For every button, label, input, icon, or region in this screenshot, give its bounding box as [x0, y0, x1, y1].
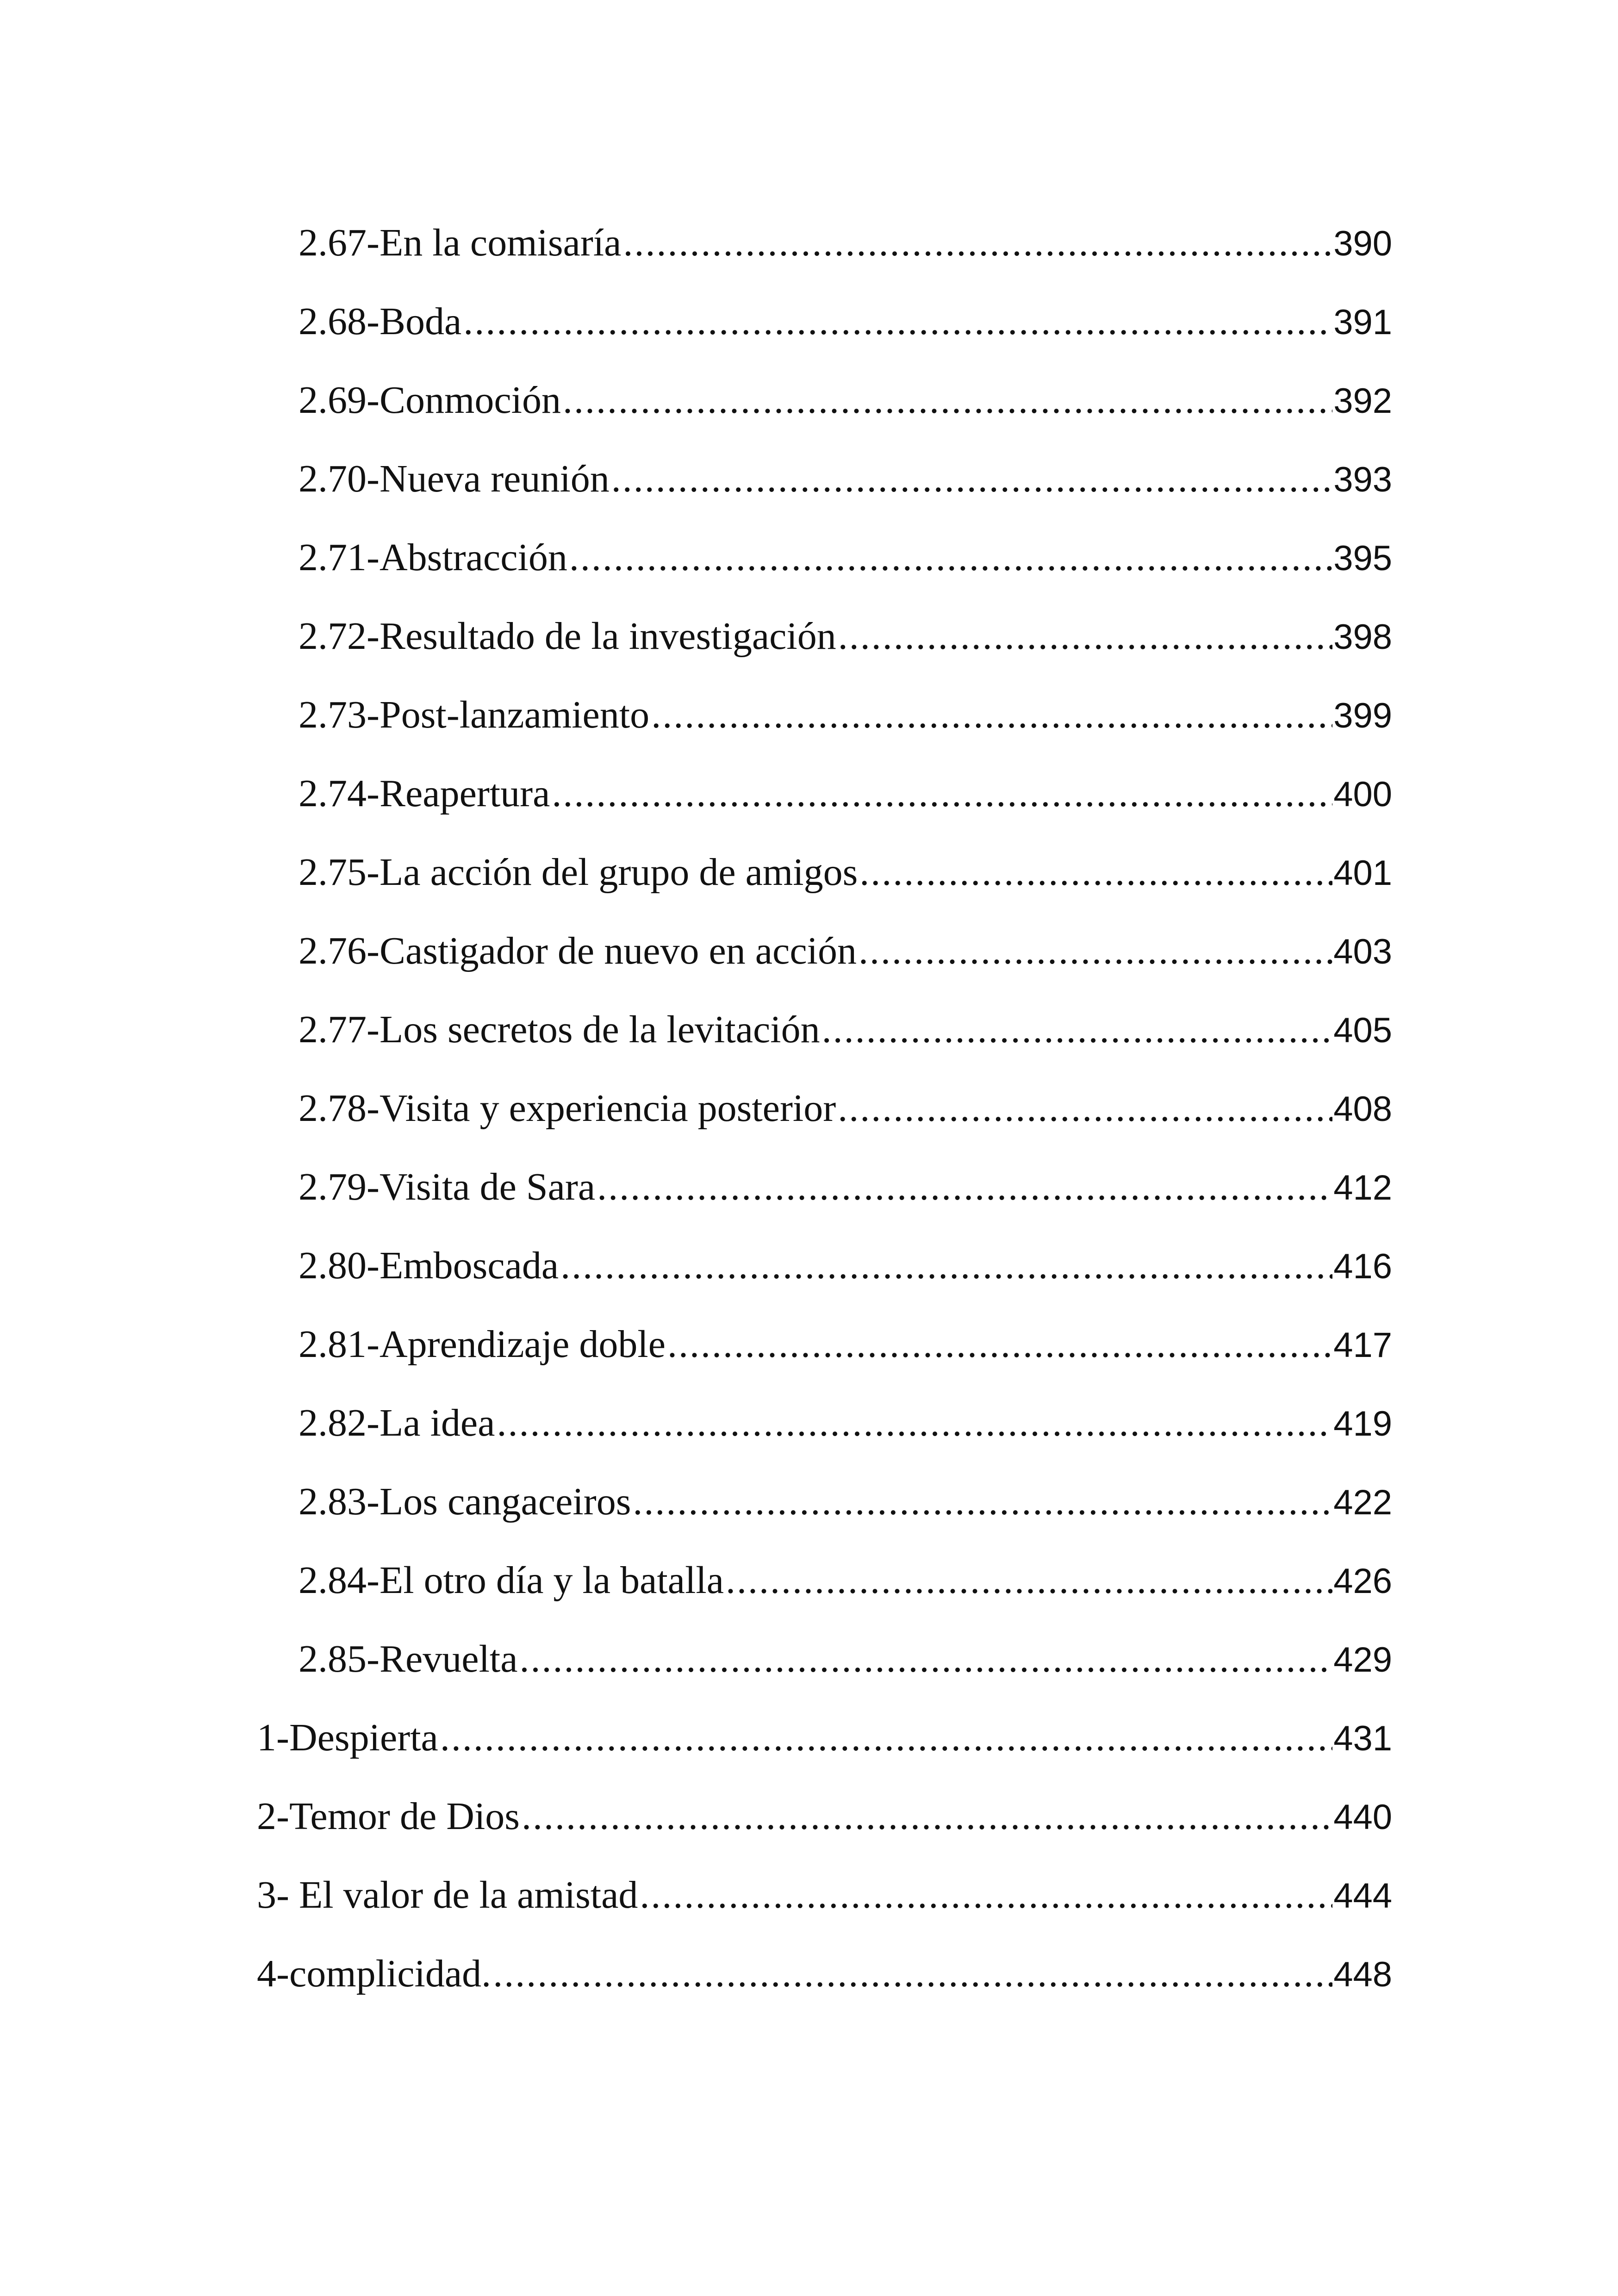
entry-title: 4-complicidad. — [257, 1952, 492, 1995]
entry-title: 2.72-Resultado de la investigación — [299, 615, 836, 658]
dot-leader — [633, 1472, 1332, 1532]
page-number: 422 — [1333, 1483, 1392, 1522]
entry-title: 2.75-La acción del grupo de amigos — [299, 851, 858, 894]
dot-leader — [569, 528, 1332, 588]
toc-entry[interactable] — [299, 292, 1392, 352]
toc-entry[interactable] — [299, 1550, 1392, 1611]
page-number: 416 — [1333, 1247, 1392, 1286]
entry-title: 2.73-Post-lanzamiento — [299, 693, 650, 736]
toc-entry[interactable] — [299, 1236, 1392, 1296]
entry-title: 2.74-Reapertura — [299, 772, 550, 815]
entry-title: 2.69-Conmoción — [299, 379, 561, 422]
entry-title: 2.79-Visita de Sara — [299, 1165, 596, 1208]
dot-leader — [440, 1708, 1332, 1768]
entry-title: 2.80-Emboscada — [299, 1244, 559, 1287]
page-number: 395 — [1333, 539, 1392, 578]
toc-entry[interactable] — [299, 685, 1392, 745]
dot-leader — [651, 685, 1332, 745]
toc-entry[interactable] — [299, 764, 1392, 824]
page-number: 408 — [1333, 1089, 1392, 1129]
entry-title: 2.82-La idea — [299, 1401, 495, 1444]
dot-leader — [560, 1236, 1332, 1296]
page-number: 400 — [1333, 775, 1392, 814]
entry-title: 2.84-El otro día y la batalla — [299, 1559, 724, 1602]
page-number: 391 — [1333, 303, 1392, 342]
entry-title: 2.67-En la comisaría — [299, 221, 622, 264]
toc-entry[interactable] — [299, 1314, 1392, 1375]
dot-leader — [493, 1944, 1332, 2004]
page-number: 417 — [1333, 1325, 1392, 1365]
page-number: 405 — [1333, 1011, 1392, 1050]
dot-leader — [497, 1393, 1332, 1453]
page-number: 419 — [1333, 1404, 1392, 1444]
toc-entry[interactable] — [257, 1944, 1392, 2004]
dot-leader — [563, 370, 1332, 430]
toc-entry[interactable] — [299, 528, 1392, 588]
entry-title: 2.71-Abstracción — [299, 536, 567, 579]
toc-entry[interactable] — [299, 370, 1392, 430]
dot-leader — [611, 449, 1332, 509]
entry-title: 2.68-Boda — [299, 300, 462, 343]
entry-title: 2-Temor de Dios — [257, 1795, 520, 1838]
toc-entry[interactable] — [299, 842, 1392, 902]
dot-leader — [522, 1786, 1332, 1847]
toc-entry[interactable] — [257, 1865, 1392, 1925]
dot-leader — [640, 1865, 1332, 1925]
dot-leader — [597, 1157, 1332, 1217]
page-number: 398 — [1333, 617, 1392, 657]
page-number: 390 — [1333, 224, 1392, 263]
entry-title: 2.85-Revuelta — [299, 1637, 518, 1680]
entry-title: 3- El valor de la amistad — [257, 1873, 638, 1916]
entry-title: 2.83-Los cangaceiros — [299, 1480, 631, 1523]
toc-entry[interactable] — [299, 1000, 1392, 1060]
page-number: 426 — [1333, 1562, 1392, 1601]
dot-leader — [822, 1000, 1333, 1060]
toc-entry[interactable] — [299, 606, 1392, 666]
page-number: 392 — [1333, 381, 1392, 421]
toc-entry[interactable] — [257, 1708, 1392, 1768]
toc-entry[interactable] — [257, 1786, 1392, 1847]
toc-entry[interactable] — [299, 1157, 1392, 1217]
dot-leader — [463, 292, 1332, 352]
page-number: 401 — [1333, 853, 1392, 893]
toc-entry[interactable] — [299, 1472, 1392, 1532]
page-number: 429 — [1333, 1640, 1392, 1680]
entry-title: 2.70-Nueva reunión — [299, 457, 610, 500]
entry-title: 2.81-Aprendizaje doble — [299, 1323, 666, 1366]
toc-entry[interactable] — [299, 1078, 1392, 1139]
dot-leader — [726, 1550, 1332, 1611]
dot-leader — [552, 764, 1332, 824]
dot-leader — [838, 1078, 1332, 1139]
toc-entry[interactable] — [299, 449, 1392, 509]
entry-title: 2.78-Visita y experiencia posterior — [299, 1087, 836, 1130]
entry-title: 1-Despierta — [257, 1716, 438, 1759]
page-number: 403 — [1333, 932, 1392, 971]
page-number: 399 — [1333, 696, 1392, 735]
dot-leader — [859, 921, 1332, 981]
dot-leader — [623, 213, 1332, 273]
entry-title: 2.76-Castigador de nuevo en acción — [299, 929, 857, 972]
dot-leader — [520, 1629, 1333, 1689]
page-number: 431 — [1333, 1719, 1392, 1758]
toc-entry[interactable] — [299, 1629, 1392, 1689]
toc-entry[interactable] — [299, 1393, 1392, 1453]
entry-title: 2.77-Los secretos de la levitación — [299, 1008, 820, 1051]
dot-leader — [859, 842, 1332, 902]
page-number: 412 — [1333, 1168, 1392, 1207]
page-number: 440 — [1333, 1798, 1392, 1837]
page-number: 448 — [1333, 1955, 1392, 1994]
toc-entry[interactable] — [299, 213, 1392, 273]
dot-leader — [667, 1314, 1332, 1375]
toc-entry[interactable] — [299, 921, 1392, 981]
dot-leader — [838, 606, 1332, 666]
page-number: 444 — [1333, 1876, 1392, 1916]
page-number: 393 — [1333, 460, 1392, 499]
